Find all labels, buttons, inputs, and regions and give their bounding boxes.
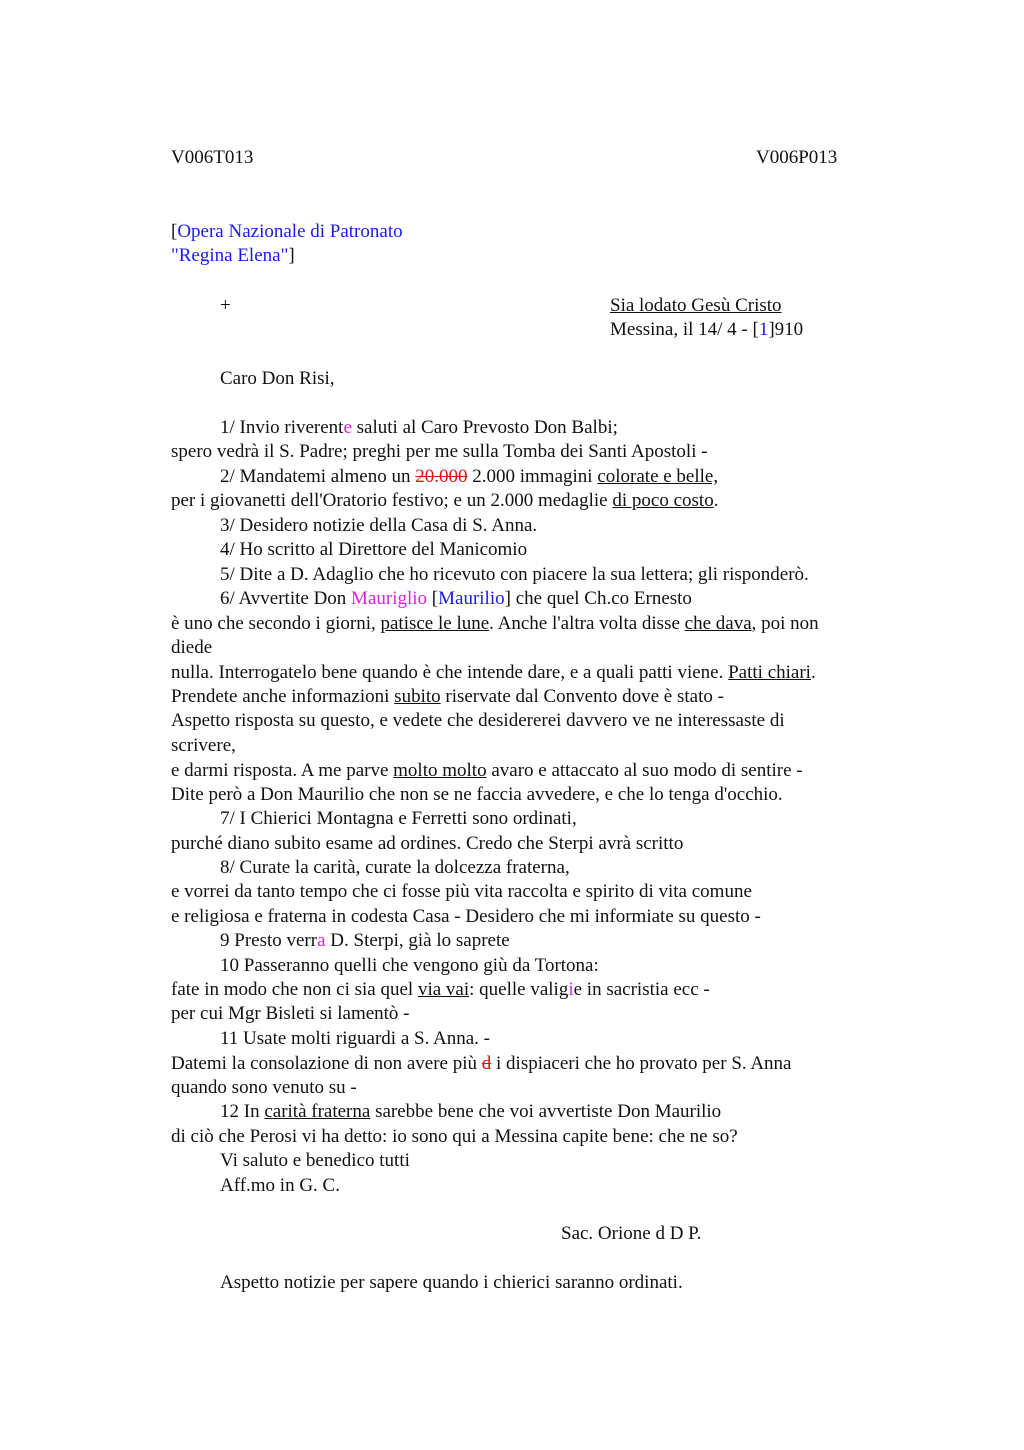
bracket-open: [	[171, 221, 178, 242]
text-run: fate in modo che non ci sia quel	[171, 979, 418, 1000]
text-run: i dispiaceri che ho provato per S. Anna	[491, 1053, 792, 1074]
letterhead-subname: "Regina Elena"	[171, 245, 289, 266]
text-run: e darmi risposta. A me parve	[171, 760, 394, 781]
closing-line: Aff.mo in G. C.	[220, 1175, 340, 1196]
motto: Sia lodato Gesù Cristo	[610, 295, 782, 316]
underlined-text: carità fraterna	[264, 1101, 371, 1122]
body-line: 8/ Curate la carità, curate la dolcezza fraterna,	[220, 857, 570, 878]
text-run: 12 In	[220, 1101, 265, 1122]
corrected-name: Maurilio	[438, 588, 505, 609]
body-line	[220, 929, 510, 953]
text-run: 2/ Mandatemi almeno un	[220, 466, 416, 487]
underlined-text: Patti chiari	[728, 662, 811, 683]
text-run: avaro e attaccato al suo modo di sentire -	[486, 760, 803, 781]
body-line	[171, 612, 819, 636]
body-line: 7/ I Chierici Montagna e Ferretti sono ordinati,	[220, 808, 577, 829]
text-run: 9 Presto verr	[220, 930, 318, 951]
body-line: scrivere,	[171, 735, 236, 756]
body-line	[171, 978, 710, 1002]
body-line	[171, 1052, 792, 1076]
body-line	[220, 1100, 721, 1124]
text-run: per i giovanetti dell'Oratorio festivo; e un 2.000 medaglie	[171, 490, 613, 511]
body-line: 11 Usate molti riguardi a S. Anna. -	[220, 1028, 490, 1049]
text-run: ] che quel Ch.co Ernesto	[504, 588, 692, 609]
body-line: diede	[171, 637, 213, 658]
underlined-text: patisce le lune	[380, 613, 490, 634]
body-line: e religiosa e fraterna in codesta Casa - Desidero che mi informiate su questo -	[171, 906, 761, 927]
dateline-text-end: ]910	[768, 319, 804, 340]
text-run: .	[713, 490, 719, 511]
editorial-mark: e	[343, 417, 352, 438]
text-run: nulla. Interrogatelo bene quando è che intende dare, e a quali patti viene.	[171, 662, 729, 683]
editorial-mark: i	[568, 979, 574, 1000]
text-run: .	[810, 662, 816, 683]
bracket-close: ]	[288, 245, 295, 266]
body-line	[220, 465, 718, 489]
dateline	[610, 319, 803, 341]
underlined-text: via vai	[417, 979, 470, 1000]
body-line	[171, 661, 816, 685]
text-run: . Anche l'altra volta disse	[489, 613, 685, 634]
struck-text: 20.000	[415, 466, 468, 487]
underlined-text: che dava	[684, 613, 752, 634]
body-line: Aspetto risposta su questo, e vedete che desidererei davvero ve ne interessaste di	[171, 710, 785, 731]
letterhead-line-2	[171, 245, 295, 267]
closing-line: Vi saluto e benedico tutti	[220, 1150, 410, 1171]
letterhead-name: Opera Nazionale di Patronato	[177, 221, 403, 242]
text-run: saluti al Caro Prevosto Don Balbi;	[351, 417, 618, 438]
text-run: 2.000 immagini	[467, 466, 598, 487]
body-line: di ciò che Perosi vi ha detto: io sono qui a Messina capite bene: che ne so?	[171, 1126, 738, 1147]
body-line: 10 Passeranno quelli che vengono giù da Tortona:	[220, 955, 599, 976]
dateline-year-digit: 1	[758, 319, 769, 340]
text-run: riservate dal Convento dove è stato -	[440, 686, 724, 707]
dateline-text: Messina, il 14/ 4 - [	[610, 319, 759, 340]
body-line: Dite però a Don Maurilio che non se ne faccia avvedere, e che lo tenga d'occhio.	[171, 784, 783, 805]
struck-text: d	[481, 1053, 492, 1074]
editorial-mark: a	[317, 930, 326, 951]
text-run: è uno che secondo i giorni,	[171, 613, 381, 634]
text-run: Datemi la consolazione di non avere più	[171, 1053, 482, 1074]
underlined-text: subito	[394, 686, 441, 707]
body-line	[220, 587, 692, 611]
body-line: per cui Mgr Bisleti si lamentò -	[171, 1003, 410, 1024]
body-line	[171, 685, 724, 709]
body-line: 5/ Dite a D. Adaglio che ho ricevuto con piacere la sua lettera; gli risponderò.	[220, 564, 809, 585]
body-line	[171, 759, 803, 783]
cross-mark: +	[220, 295, 231, 316]
text-run: , poi non	[751, 613, 819, 634]
body-line	[171, 489, 718, 513]
body-line: purché diano subito esame ad ordines. Credo che Sterpi avrà scritto	[171, 833, 684, 854]
text-run: 1/ Invio riverent	[220, 417, 344, 438]
original-name: Mauriglio	[351, 588, 428, 609]
signature: Sac. Orione d D P.	[561, 1223, 702, 1244]
underlined-text: di poco costo	[612, 490, 714, 511]
letterhead-line-1	[171, 221, 403, 243]
text-run: e in sacristia ecc -	[573, 979, 710, 1000]
body-line	[220, 416, 618, 440]
document-code-right: V006P013	[756, 147, 838, 168]
body-line: 3/ Desidero notizie della Casa di S. Anna.	[220, 515, 538, 536]
postscript: Aspetto notizie per sapere quando i chierici saranno ordinati.	[220, 1272, 683, 1293]
body-line: 4/ Ho scritto al Direttore del Manicomio	[220, 539, 528, 560]
body-line: spero vedrà il S. Padre; preghi per me sulla Tomba dei Santi Apostoli -	[171, 441, 708, 462]
body-line: quando sono venuto su -	[171, 1077, 357, 1098]
greeting: Caro Don Risi,	[220, 368, 335, 389]
text-run: Prendete anche informazioni	[171, 686, 395, 707]
underlined-text: colorate e belle,	[597, 466, 719, 487]
text-run: : quelle valig	[469, 979, 569, 1000]
text-run: 6/ Avvertite Don	[220, 588, 352, 609]
text-run: [	[427, 588, 439, 609]
underlined-text: molto molto	[393, 760, 487, 781]
document-code-left: V006T013	[171, 147, 254, 168]
text-run: D. Sterpi, già lo saprete	[325, 930, 510, 951]
text-run: sarebbe bene che voi avvertiste Don Maurilio	[370, 1101, 722, 1122]
body-line: e vorrei da tanto tempo che ci fosse più vita raccolta e spirito di vita comune	[171, 881, 752, 902]
